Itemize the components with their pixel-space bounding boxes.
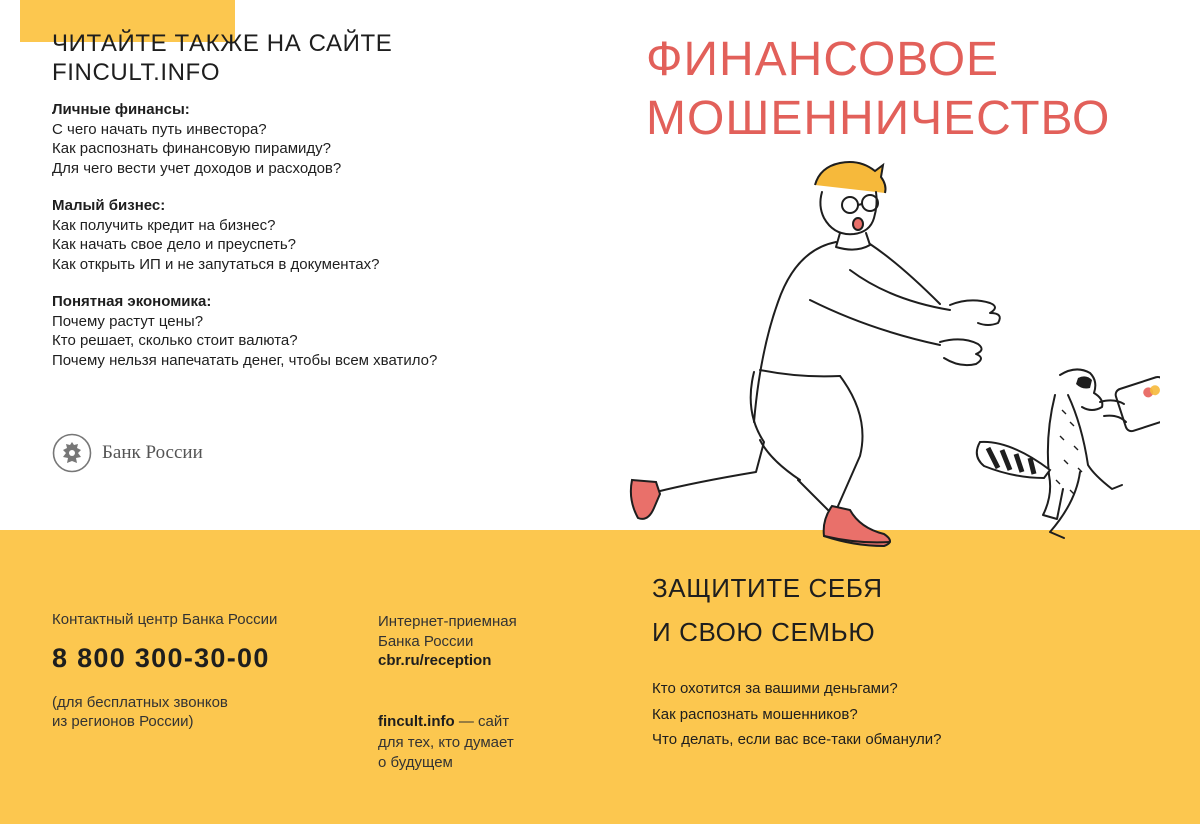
logo-name: Банк России <box>102 442 203 463</box>
main-title-line1: ФИНАНСОВОЕ <box>646 33 1000 86</box>
topic-link[interactable]: Как распознать финансовую пирамиду? <box>52 140 331 157</box>
topic-link[interactable]: С чего начать путь инвестора? <box>52 120 267 138</box>
topic-link[interactable]: Как начать свое дело и преуспеть? <box>52 236 296 253</box>
man-figure <box>631 162 1000 546</box>
internet-reception <box>378 612 517 671</box>
protect-line2: И СВОЮ СЕМЬЮ <box>652 617 876 647</box>
protect-heading <box>652 566 883 654</box>
topic-title: Малый бизнес: <box>52 197 166 214</box>
raccoon-figure <box>977 369 1160 538</box>
reception-line1: Интернет-приемная <box>378 613 517 630</box>
fincult-note <box>378 712 514 774</box>
fincult-line2: для тех, кто думает <box>378 733 514 751</box>
question-item: Что делать, если вас все-таки обманули? <box>652 731 942 748</box>
bank-of-russia-logo <box>52 433 203 473</box>
question-item: Кто охотится за вашими деньгами? <box>652 680 898 697</box>
topics-list <box>52 100 572 388</box>
phone-number[interactable]: 8 800 300-30-00 <box>52 643 270 673</box>
topic-link[interactable]: Как получить кредит на бизнес? <box>52 216 276 234</box>
free-call-note <box>52 693 228 731</box>
topic-personal-finance <box>52 100 572 178</box>
fincult-line1-rest: — сайт <box>454 713 510 730</box>
topic-link[interactable]: Как открыть ИП и не запутаться в документах? <box>52 255 380 273</box>
topic-link[interactable]: Почему растут цены? <box>52 312 204 330</box>
topic-economics <box>52 292 572 370</box>
read-also-line2: FINCULT.INFO <box>52 59 221 86</box>
fincult-line3: о будущем <box>378 754 453 771</box>
eagle-emblem-icon <box>52 433 92 473</box>
contact-center-label: Контактный центр Банка России <box>52 611 278 628</box>
read-also-line1: ЧИТАЙТЕ ТАКЖЕ НА САЙТЕ <box>52 30 393 57</box>
reception-line2: Банка России <box>378 632 474 650</box>
free-note-line1: (для бесплатных звонков <box>52 694 228 711</box>
fincult-link[interactable]: fincult.info <box>378 713 455 730</box>
read-also-heading <box>52 29 392 87</box>
questions-list <box>652 676 942 753</box>
topic-title: Понятная экономика: <box>52 293 212 310</box>
topic-link[interactable]: Для чего вести учет доходов и расходов? <box>52 159 342 177</box>
main-title-line2: МОШЕННИЧЕСТВО <box>646 92 1111 145</box>
man-chasing-raccoon-illustration <box>600 150 1160 560</box>
topic-small-business <box>52 196 572 274</box>
reception-link[interactable]: cbr.ru/reception <box>378 652 492 669</box>
question-item: Как распознать мошенников? <box>652 705 858 723</box>
protect-line1: ЗАЩИТИТЕ СЕБЯ <box>652 573 883 603</box>
topic-link[interactable]: Почему нельзя напечатать денег, чтобы всем хватило? <box>52 351 438 369</box>
yellow-footer-band <box>0 530 1200 824</box>
main-title <box>646 30 1110 148</box>
free-note-line2: из регионов России) <box>52 713 194 730</box>
topic-link[interactable]: Кто решает, сколько стоит валюта? <box>52 332 298 349</box>
topic-title: Личные финансы: <box>52 101 190 118</box>
